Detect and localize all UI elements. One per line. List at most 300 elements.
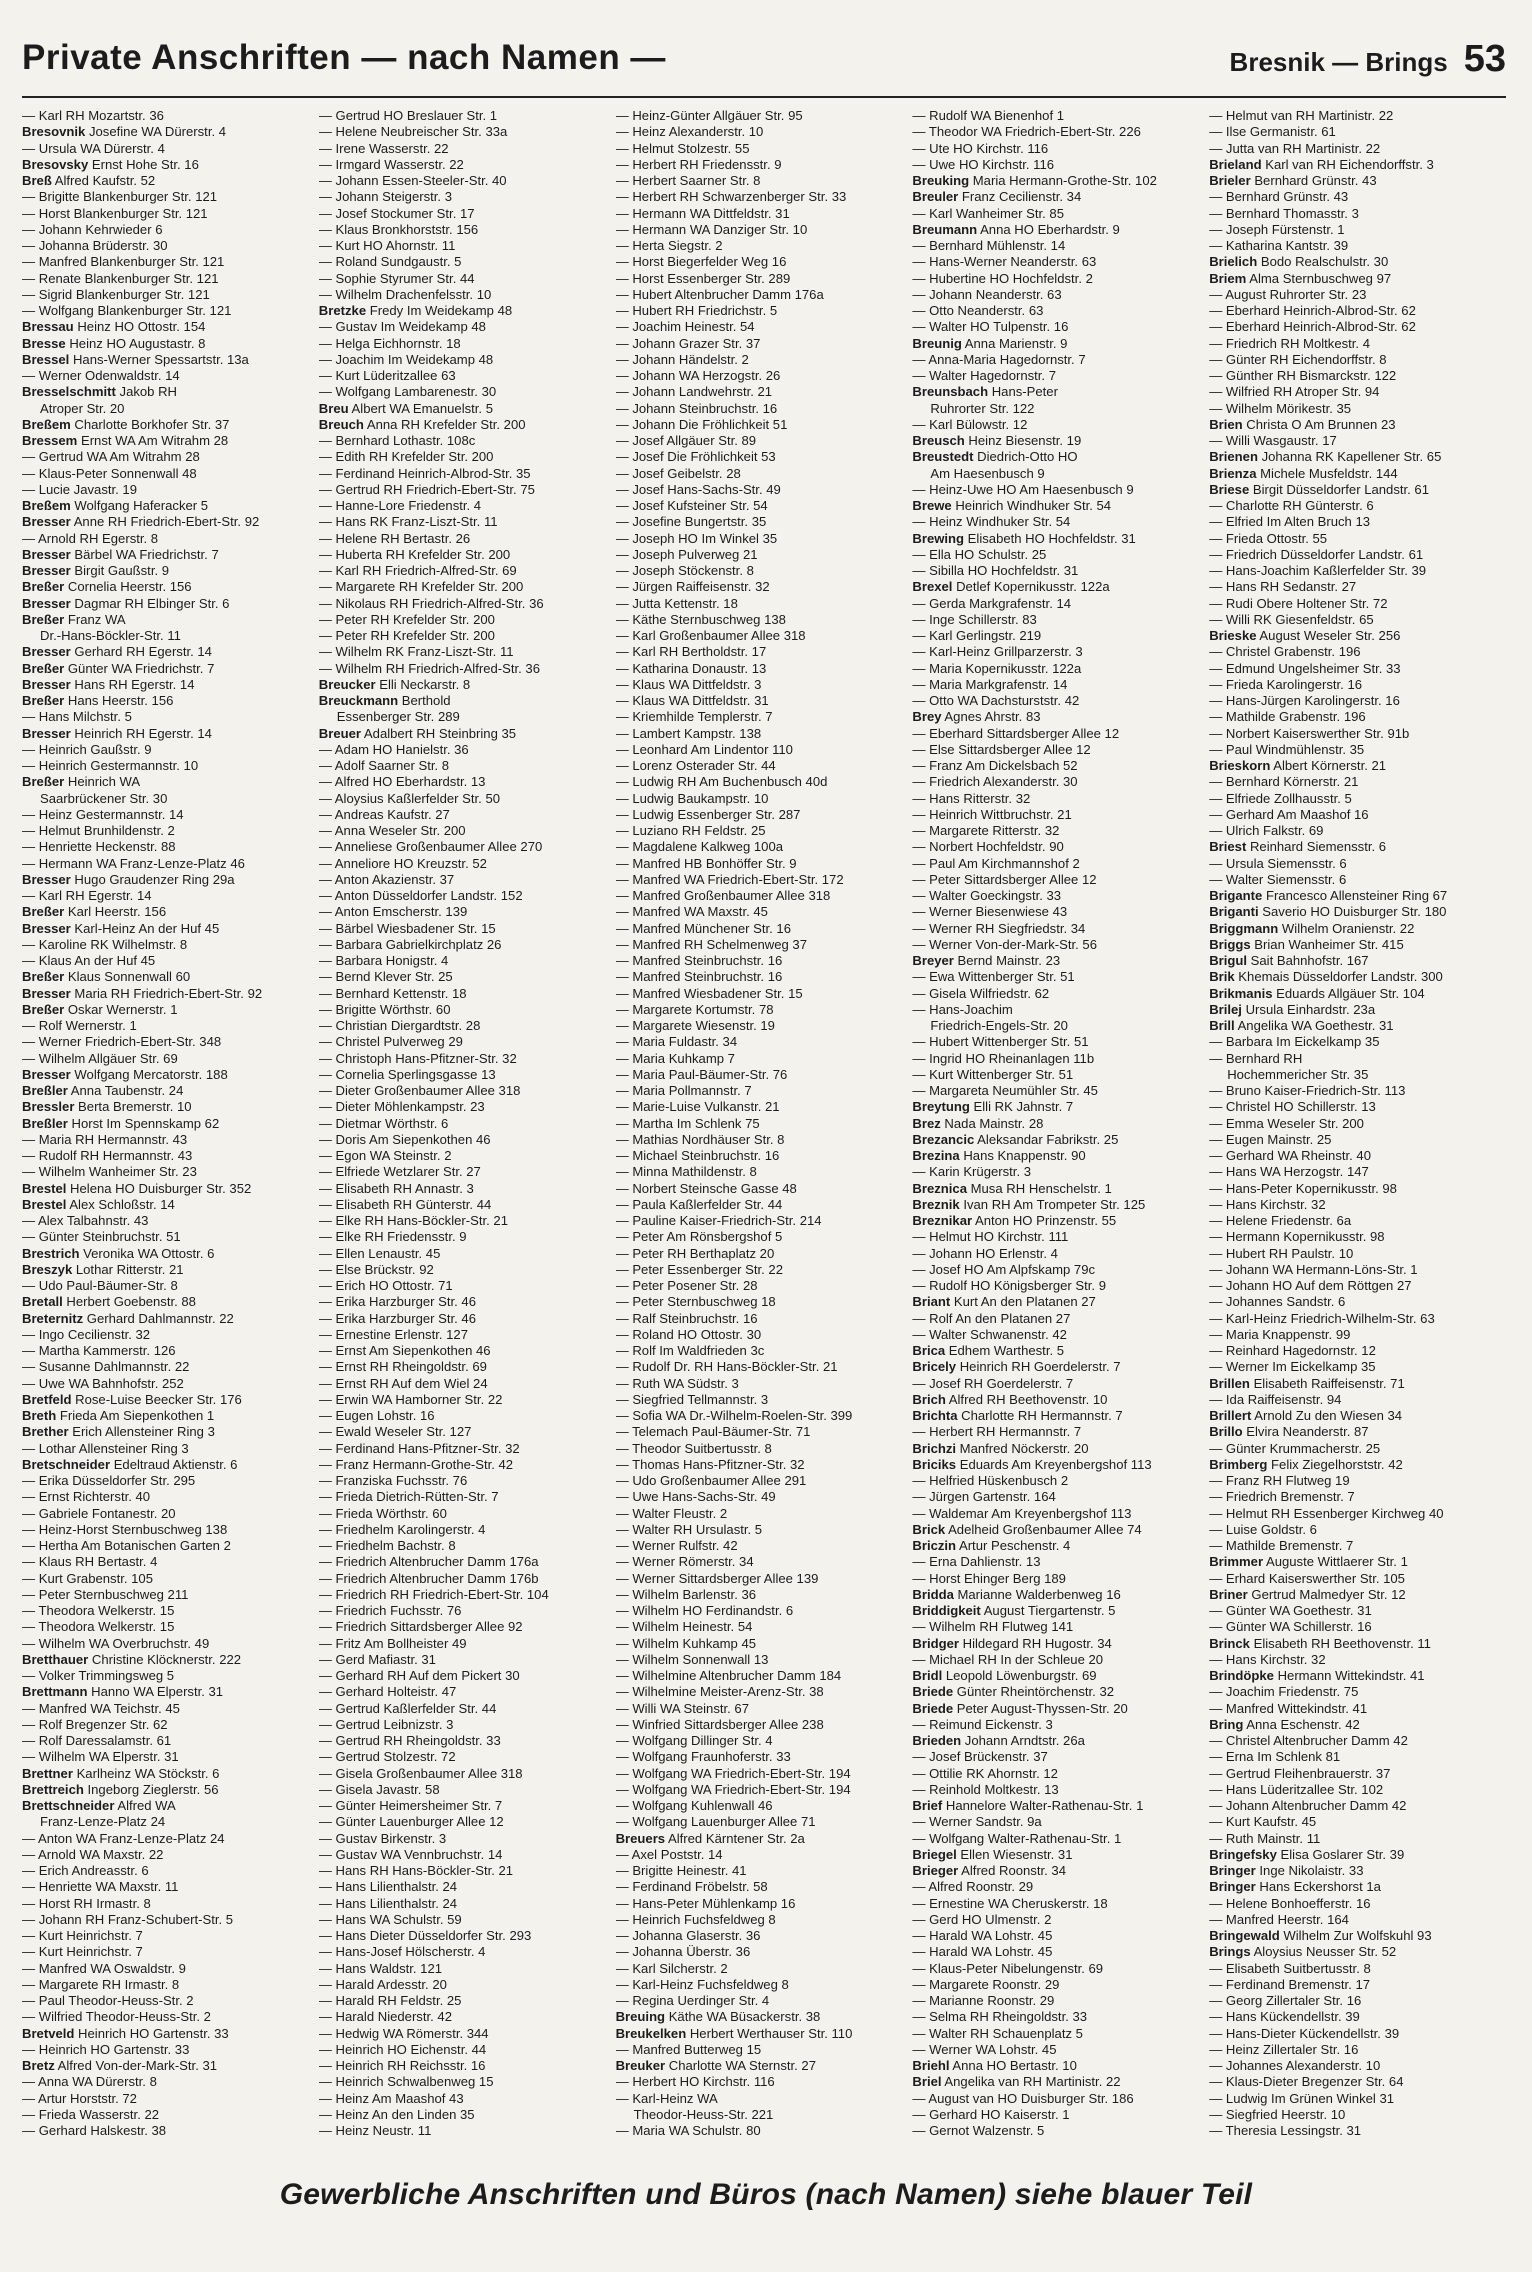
directory-entry: — Norbert Hochfeldstr. 90 [912,839,1064,855]
directory-entry: — Franziska Fuchsstr. 76 [318,1473,468,1488]
directory-entry: — Horst Blankenburger Str. 121 [22,205,208,221]
directory-entry: — Josef Geibelstr. 28 [615,465,741,481]
directory-entry: — Heinrich RH Reichsstr. 16 [318,2058,486,2073]
surname: Bressler [22,1099,75,1115]
surname: Brillen [1209,1375,1250,1391]
surname: Breuking [912,173,970,188]
directory-entry: — Margarete Ritterstr. 32 [912,823,1060,838]
surname: Breßer [22,579,65,595]
directory-entry: Bressler Berta Bremerstr. 10 [22,1099,192,1115]
directory-entry: — Artur Horststr. 72 [22,2090,137,2106]
directory-entry: — Kurt Lüderitzallee 63 [318,368,456,383]
directory-entry: — Walter RH Ursulastr. 5 [615,1521,763,1537]
directory-entry: — Gertrud RH Friedrich-Ebert-Str. 75 [318,481,535,497]
directory-entry: — Brigitte Wörthstr. 60 [318,1001,451,1017]
directory-entry: — Wilhelm Kuhkamp 45 [615,1635,757,1651]
directory-entry: — Egon WA Steinstr. 2 [318,1148,452,1163]
directory-entry: — Gisela Wilfriedstr. 62 [912,985,1050,1001]
directory-entry: — Hans RK Franz-Liszt-Str. 11 [318,514,498,530]
directory-entry: Briehl Anna HO Bertastr. 10 [912,2058,1077,2073]
directory-entry: — Bernd Klever Str. 25 [318,969,453,985]
directory-entry: — Paula Kaßlerfelder Str. 44 [615,1196,783,1212]
directory-entry: — Johann Kehrwieder 6 [22,221,163,237]
directory-entry: — Manfred WA Maxstr. 45 [615,904,768,920]
directory-entry: — Wilhelm RH Friedrich-Alfred-Str. 36 [318,660,540,676]
surname: Brings [1209,1944,1251,1960]
directory-entry: — Lucie Javastr. 19 [22,481,137,497]
directory-entry: — Bernhard Körnerstr. 21 [1209,774,1359,790]
directory-entry: — Eugen Lohstr. 16 [318,1408,435,1423]
directory-entry: — Eberhard Sittardsberger Allee 12 [912,725,1120,741]
directory-entry: — Wolfgang Fraunhoferstr. 33 [615,1749,791,1765]
surname: Briddigkeit [912,1603,981,1618]
surname: Brik [1209,969,1235,985]
directory-entry: Breuckmann Berthold [318,693,451,708]
directory-entry: Briggs Brian Wanheimer Str. 415 [1209,936,1404,952]
directory-entry: Breunig Anna Marienstr. 9 [912,335,1068,351]
directory-entry: — Harald WA Lohstr. 45 [912,1944,1053,1960]
directory-entry: Breukelken Herbert Werthauser Str. 110 [615,2025,853,2041]
directory-entry: — Hans WA Schulstr. 59 [318,1911,462,1927]
directory-entry: — Gisela Großenbaumer Allee 318 [318,1765,523,1781]
directory-entry: — Hedwig WA Römerstr. 344 [318,2025,489,2041]
directory-entry: Bringer Hans Eckershorst 1a [1209,1879,1381,1895]
directory-entry: — Anton Düsseldorfer Landstr. 152 [318,888,523,903]
directory-entry: — Rudi Obere Holtener Str. 72 [1209,595,1388,611]
directory-entry: — Günter WA Goethestr. 31 [1209,1603,1372,1618]
directory-entry: — Heinz Alexanderstr. 10 [615,124,764,140]
directory-entry: — Heinrich Schwalbenweg 15 [318,2074,494,2090]
directory-entry: — Karl-Heinz Grillparzerstr. 3 [912,644,1083,660]
directory-entry: — Werner Friedrich-Ebert-Str. 348 [22,1034,222,1050]
directory-entry: Bresser Birgit Gaußstr. 9 [22,563,170,578]
directory-entry: — Ewald Weseler Str. 127 [318,1424,472,1440]
surname: Brieske [1209,628,1257,643]
surname: Bresser [22,1066,71,1082]
directory-entry: Brich Alfred RH Beethovenstr. 10 [912,1391,1108,1407]
directory-entry: Bresovnik Josefine WA Dürerstr. 4 [22,124,227,140]
directory-entry: Brestel Helena HO Duisburger Str. 352 [22,1180,252,1196]
directory-entry: — Josefine Bungertstr. 35 [615,514,767,530]
surname: Brienza [1209,465,1257,481]
directory-entry: — Wolfgang Lauenburger Allee 71 [615,1814,816,1830]
directory-entry: — Siegfried Tellmannstr. 3 [615,1391,769,1407]
surname: Brien [1209,416,1243,432]
directory-entry: — Hans Milchstr. 5 [22,709,132,725]
directory-entry: — Henriette Heckenstr. 88 [22,839,176,855]
directory-entry: — Michael Steinbruchstr. 16 [615,1148,780,1163]
directory-entry: — Werner Römerstr. 34 [615,1554,754,1570]
directory-entry: — Rudolf WA Bienenhof 1 [912,108,1065,123]
surname: Brief [912,1798,943,1813]
surname: Bridl [912,1668,943,1683]
directory-entry: — Maria RH Hermannstr. 43 [22,1131,188,1147]
directory-entry: — Werner Rulfstr. 42 [615,1538,738,1553]
directory-entry: — Josef Die Fröhlichkeit 53 [615,449,776,465]
directory-entry: — Maria Kuhkamp 7 [615,1050,735,1066]
directory-entry: — Rolf Bregenzer Str. 62 [22,1716,168,1732]
surname: Bresovsky [22,156,89,172]
surname: Brichta [912,1408,958,1423]
directory-entry: — Sibilla HO Hochfeldstr. 31 [912,563,1079,578]
directory-entry: Breznica Musa RH Henschelstr. 1 [912,1180,1112,1196]
directory-entry: — Ruth WA Südstr. 3 [615,1375,739,1391]
directory-entry: Breßler Anna Taubenstr. 24 [22,1083,184,1098]
surname: Breßler [22,1115,68,1131]
directory-entry: — Manfred WA Teichstr. 45 [22,1700,180,1716]
directory-entry: — Karl Großenbaumer Allee 318 [615,628,806,643]
directory-entry: — Klaus-Dieter Bregenzer Str. 64 [1209,2074,1404,2090]
header-right [1230,38,1506,81]
surname: Bringefsky [1209,1846,1277,1862]
directory-entry: — Johannes Alexanderstr. 10 [1209,2058,1381,2073]
directory-entry: — Heinrich HO Eichenstr. 44 [318,2041,487,2057]
directory-entry: — Elfriede Wetzlarer Str. 27 [318,1164,481,1180]
surname: Breßer [22,1001,65,1017]
directory-entry: Brief Hannelore Walter-Rathenau-Str. 1 [912,1798,1144,1813]
directory-entry: — Wilfried RH Atroper Str. 94 [1209,384,1380,400]
directory-entry: — Werner RH Siegfriedstr. 34 [912,920,1086,936]
surname: Brinck [1209,1635,1250,1651]
directory-entry: — Käthe Sternbuschweg 138 [615,611,786,627]
directory-entry: — Klaus-Peter Nibelungenstr. 69 [912,1960,1104,1976]
directory-entry: Breunsbach Hans-Peter [912,384,1058,400]
directory-entry: — Heinz-Günter Allgäuer Str. 95 [615,108,803,123]
directory-entry: — Werner WA Lohstr. 45 [912,2041,1057,2057]
surname: Briel [912,2074,942,2090]
directory-entry: — Horst Biegerfelder Weg 16 [615,254,787,270]
directory-entry: — Josef Allgäuer Str. 89 [615,433,757,448]
directory-entry: Bricely Heinrich RH Goerdelerstr. 7 [912,1359,1121,1375]
surname: Breuer [318,725,362,741]
directory-entry: — Erna Dahlienstr. 13 [912,1554,1041,1570]
surname: Breth [22,1408,57,1423]
directory-entry: Brica Edhem Warthestr. 5 [912,1343,1065,1358]
directory-entry: Breuker Charlotte WA Sternstr. 27 [615,2058,816,2073]
directory-entry: — Henriette WA Maxstr. 11 [22,1879,179,1895]
directory-entry: Breßler Horst Im Spennskamp 62 [22,1115,220,1131]
directory-entry: Briegel Ellen Wiesenstr. 31 [912,1846,1073,1862]
directory-entry: — Peter RH Krefelder Str. 200 [318,628,495,643]
directory-entry: — Ottilie RK Ahornstr. 12 [912,1765,1058,1781]
surname: Brich [912,1391,946,1407]
directory-entry: — Peter RH Berthaplatz 20 [615,1245,775,1261]
directory-entry: Bresser Hans RH Egerstr. 14 [22,676,195,692]
directory-entry: Bresser Karl-Heinz An der Huf 45 [22,920,220,936]
directory-entry: Brewing Elisabeth HO Hochfeldstr. 31 [912,530,1136,546]
directory-entry: Friedrich-Engels-Str. 20 [930,1018,1068,1033]
directory-entry: — Harald Ardesstr. 20 [318,1976,447,1992]
surname: Breuker [615,2058,666,2073]
directory-entry: — Ursula Siemensstr. 6 [1209,855,1347,871]
surname: Breytung [912,1099,970,1115]
directory-entry: — Anneliore HO Kreuzstr. 52 [318,855,487,871]
directory-entry: Brezina Hans Knappenstr. 90 [912,1148,1086,1163]
footer-note: Gewerbliche Anschriften und Büros (nach Namen) siehe blauer Teil [279,2178,1253,2211]
directory-entry: — Marianne Roonstr. 29 [912,1993,1055,2008]
directory-entry: — Johannes Sandstr. 6 [1209,1294,1346,1310]
surname: Bretzke [318,303,367,318]
directory-entry: — Klaus WA Dittfeldstr. 31 [615,693,769,708]
directory-entry: — Frieda Karolingerstr. 16 [1209,676,1363,692]
directory-entry: — Heinrich Fuchsfeldweg 8 [615,1911,776,1927]
directory-entry: Brettmann Hanno WA Elperstr. 31 [22,1684,224,1700]
directory-entry: — Johann Altenbrucher Damm 42 [1209,1798,1407,1813]
directory-entry: Bressel Hans-Werner Spessartstr. 13a [22,351,249,367]
directory-entry: — Wolfgang Dillinger Str. 4 [615,1733,773,1748]
directory-entry: — Werner Odenwaldstr. 14 [22,368,180,383]
directory-entry: — Hans-Peter Kopernikusstr. 98 [1209,1180,1397,1196]
surname: Brestel [22,1196,67,1212]
surname: Brettreich [22,1781,84,1797]
directory-entry: — Hubert RH Paulstr. 10 [1209,1245,1354,1261]
directory-entry: — Gerda Markgrafenstr. 14 [912,595,1072,611]
directory-entry: — Ingo Cecilienstr. 32 [22,1326,151,1342]
directory-entry: — Ludwig Im Grünen Winkel 31 [1209,2090,1395,2106]
directory-entry: Briel Angelika van RH Martinistr. 22 [912,2074,1121,2090]
surname: Brestrich [22,1245,80,1261]
directory-entry: — Hubert Altenbrucher Damm 176a [615,286,824,302]
directory-entry: Brienen Johanna RK Kapellener Str. 65 [1209,449,1442,465]
surname: Breßem [22,416,71,432]
directory-entry: Bresovsky Ernst Hohe Str. 16 [22,156,199,172]
page-range: Bresnik — Brings [1229,47,1448,77]
directory-entry: — Susanne Dahlmannstr. 22 [22,1359,190,1375]
directory-entry: — Kurt Heinrichstr. 7 [22,1928,143,1943]
surname: Briant [912,1294,951,1310]
directory-entry: — Roland HO Ottostr. 30 [615,1326,762,1342]
directory-entry: — Karl Gerlingstr. 219 [912,628,1042,643]
directory-entry: — Heinrich Wittbruchstr. 21 [912,806,1072,822]
directory-entry: — Heinz Windhuker Str. 54 [912,514,1071,530]
directory-entry: Brieland Karl van RH Eichendorffstr. 3 [1209,156,1434,172]
directory-entry: — Adam HO Hanielstr. 36 [318,741,469,757]
directory-entry: — Manfred RH Schelmenweg 37 [615,936,807,952]
directory-entry: — Franz RH Flutweg 19 [1209,1473,1350,1488]
directory-entry: — Maria Fuldastr. 34 [615,1034,738,1050]
directory-entry: — Wilhelm Mörikestr. 35 [1209,400,1352,416]
directory-entry: — Volker Trimmingsweg 5 [22,1668,175,1683]
directory-entry: — Franz Hermann-Grothe-Str. 42 [318,1456,514,1472]
directory-entry: — Gustav WA Vennbruchstr. 14 [318,1846,503,1862]
directory-entry: — Karin Krügerstr. 3 [912,1164,1032,1180]
directory-entry: Breuing Käthe WA Büsackerstr. 38 [615,2009,821,2025]
surname: Bresser [22,644,71,660]
directory-entry: — Günter RH Eichendorffstr. 8 [1209,351,1387,367]
surname: Brillert [1209,1408,1252,1423]
directory-entry: — Manfred Blankenburger Str. 121 [22,254,225,270]
directory-entry: — Kurt Wittenberger Str. 51 [912,1066,1074,1082]
directory-entry: — Eberhard Heinrich-Albrod-Str. 62 [1209,319,1416,335]
directory-entry: — Peter Posener Str. 28 [615,1278,758,1293]
directory-entry: — Karl RH Mozartstr. 36 [22,108,164,123]
directory-entry: — Thomas Hans-Pfitzner-Str. 32 [615,1456,805,1472]
directory-entry: — Werner Biesenwiese 43 [912,904,1068,920]
directory-entry: — Christel Grabenstr. 196 [1209,644,1361,660]
directory-entry: Atroper Str. 20 [40,400,125,416]
surname: Bresselschmitt [22,384,116,400]
directory-entry: — Frieda Ottostr. 55 [1209,530,1328,546]
directory-entry: — Gertrud Leibnizstr. 3 [318,1716,454,1732]
directory-entry: Brillen Elisabeth Raiffeisenstr. 71 [1209,1375,1405,1391]
directory-entry: — Walter Schwanenstr. 42 [912,1326,1067,1342]
directory-entry: — Karl-Heinz Friedrich-Wilhelm-Str. 63 [1209,1310,1435,1326]
directory-entry: — Herbert HO Kirchstr. 116 [615,2074,775,2090]
directory-entry: — Otto WA Dachsturststr. 42 [912,693,1080,708]
directory-entry: Brexel Detlef Kopernikusstr. 122a [912,579,1110,595]
directory-entry: — Mathias Nordhäuser Str. 8 [615,1131,785,1147]
directory-entry: — Johann Landwehrstr. 21 [615,384,773,400]
directory-entry: — Wolfgang Walter-Rathenau-Str. 1 [912,1830,1122,1846]
directory-entry: — Helene Bonhoefferstr. 16 [1209,1895,1371,1911]
directory-entry: — Helmut RH Essenberger Kirchweg 40 [1209,1505,1444,1521]
directory-column-4 [912,108,1209,2158]
directory-entry: — Herbert Saarner Str. 8 [615,173,761,188]
surname: Bring [1209,1716,1244,1732]
directory-entry: — Johann Steigerstr. 3 [318,189,452,205]
directory-entry: — Wolfgang Blankenburger Str. 121 [22,303,232,318]
directory-entry: Brewe Heinrich Windhuker Str. 54 [912,498,1112,513]
directory-entry: — Ferdinand Heinrich-Albrod-Str. 35 [318,465,531,481]
directory-entry: — Dieter Möhlenkampstr. 23 [318,1099,485,1115]
directory-entry: — Karl Silcherstr. 2 [615,1960,728,1976]
directory-entry: Bresser Anne RH Friedrich-Ebert-Str. 92 [22,514,260,530]
directory-entry: Brinck Elisabeth RH Beethovenstr. 11 [1209,1635,1431,1651]
directory-entry: Breuers Alfred Kärntener Str. 2a [615,1830,805,1846]
directory-entry: — Manfred Heerstr. 164 [1209,1911,1349,1927]
directory-entry: — Jutta van RH Martinistr. 22 [1209,140,1381,156]
directory-entry: — Hermann Kopernikusstr. 98 [1209,1229,1385,1245]
directory-entry: — Aloysius Kaßlerfelder Str. 50 [318,790,501,806]
directory-entry: — Walter RH Schauenplatz 5 [912,2025,1083,2041]
directory-entry: — Elisabeth RH Günterstr. 44 [318,1196,492,1212]
directory-entry: Bresselschmitt Jakob RH [22,384,178,400]
directory-entry: — Dietmar Wörthstr. 6 [318,1115,449,1131]
directory-entry: — Sophie Styrumer Str. 44 [318,270,475,286]
directory-entry: — Joachim Heinestr. 54 [615,319,755,335]
directory-entry: Breßer Karl Heerstr. 156 [22,904,167,920]
directory-entry: — Peter Am Rönsbergshof 5 [615,1229,783,1245]
directory-entry: Brey Agnes Ahrstr. 83 [912,709,1041,725]
directory-entry: — Marie-Luise Vulkanstr. 21 [615,1099,780,1115]
directory-entry: — Frieda Wörthstr. 60 [318,1505,447,1521]
surname: Brewe [912,498,952,513]
directory-entry: — Andreas Kaufstr. 27 [318,806,450,822]
surname: Breuch [318,416,364,432]
directory-entry: — Elfried Im Alten Bruch 13 [1209,514,1371,530]
directory-entry: — August van HO Duisburger Str. 186 [912,2090,1134,2106]
directory-entry: Briede Peter August-Thyssen-Str. 20 [912,1700,1128,1716]
surname: Breumann [912,221,978,237]
directory-entry: — Wilhelm RK Franz-Liszt-Str. 11 [318,644,514,660]
surname: Breßer [22,774,65,790]
directory-entry: — Gustav Im Weidekamp 48 [318,319,486,335]
directory-entry: — Wilhelm Heinestr. 54 [615,1619,753,1635]
directory-entry: — Johann WA Hermann-Löns-Str. 1 [1209,1261,1418,1277]
directory-entry: — Ursula WA Dürerstr. 4 [22,140,165,156]
directory-entry: — Elisabeth RH Annastr. 3 [318,1180,474,1196]
surname: Briggs [1209,936,1251,952]
directory-entry: — Karl RH Friedrich-Alfred-Str. 69 [318,563,517,578]
directory-entry: — Maria Kopernikusstr. 122a [912,660,1082,676]
directory-entry: — Manfred Wittekindstr. 41 [1209,1700,1368,1716]
surname: Brieland [1209,156,1262,172]
surname: Bresser [22,920,71,936]
directory-entry: Bressau Heinz HO Ottostr. 154 [22,319,206,335]
surname: Bresser [22,595,71,611]
directory-entry: — Gerhard Am Maashof 16 [1209,806,1369,822]
directory-entry: — Hans Kückendellstr. 39 [1209,2009,1360,2025]
directory-entry: — Wilhelmine Altenbrucher Damm 184 [615,1668,842,1683]
directory-entry: — Otto Neanderstr. 63 [912,303,1044,318]
directory-entry: — Johann Essen-Steeler-Str. 40 [318,173,507,188]
directory-entry: Breßem Charlotte Borkhofer Str. 37 [22,416,230,432]
directory-entry: — Günter WA Schillerstr. 16 [1209,1619,1372,1635]
directory-entry: — Friedrich Altenbrucher Damm 176b [318,1570,539,1586]
directory-entry: — Horst RH Irmastr. 8 [22,1895,151,1911]
directory-entry: — Johann Steinbruchstr. 16 [615,400,778,416]
directory-entry: — Wilhelm HO Ferdinandstr. 6 [615,1603,794,1618]
directory-entry: — Uwe HO Kirchstr. 116 [912,156,1055,172]
directory-entry: Breßer Klaus Sonnenwall 60 [22,969,191,985]
directory-entry: — Johann HO Auf dem Röttgen 27 [1209,1278,1412,1293]
directory-entry: — Axel Poststr. 14 [615,1846,723,1862]
directory-entry: — Udo Paul-Bäumer-Str. 8 [22,1278,178,1293]
directory-entry: — Lorenz Osterader Str. 44 [615,758,776,773]
surname: Bresser [22,871,71,887]
surname: Brielich [1209,254,1258,270]
surname: Briciks [912,1456,957,1472]
directory-entry: — Georg Zillertaler Str. 16 [1209,1993,1362,2008]
directory-entry: — Joseph Stöckenstr. 8 [615,563,754,578]
directory-entry: Brilej Ursula Einhardstr. 23a [1209,1001,1376,1017]
directory-entry: — Waldemar Am Kreyenbergshof 113 [912,1505,1132,1521]
directory-entry: — Brigitte Heinestr. 41 [615,1863,747,1878]
surname: Breßer [22,693,65,708]
directory-entry: — Winfried Sittardsberger Allee 238 [615,1716,824,1732]
directory-entry: — Joseph HO Im Winkel 35 [615,530,778,546]
directory-entry: — Reimund Eickenstr. 3 [912,1716,1053,1732]
directory-entry: Breznik Ivan RH Am Trompeter Str. 125 [912,1196,1146,1212]
directory-entry: — Theresia Lessingstr. 31 [1209,2123,1362,2138]
directory-entry: Breuking Maria Hermann-Grothe-Str. 102 [912,173,1157,188]
directory-entry: Breumann Anna HO Eberhardstr. 9 [912,221,1120,237]
surname: Bretfeld [22,1391,72,1407]
surname: Breßer [22,904,65,920]
directory-entry: — Hans-Josef Hölscherstr. 4 [318,1944,486,1960]
directory-entry: — Margarete Kortumstr. 78 [615,1001,774,1017]
directory-entry: — Christel Altenbrucher Damm 42 [1209,1733,1408,1748]
directory-entry: — Johann Die Fröhlichkeit 51 [615,416,788,432]
directory-entry: — Willi WA Steinstr. 67 [615,1700,749,1716]
directory-entry: — Klaus-Peter Sonnenwall 48 [22,465,197,481]
directory-entry: — Anton Akazienstr. 37 [318,871,455,887]
directory-entry: — Johann RH Franz-Schubert-Str. 5 [22,1911,234,1927]
surname: Breusch [912,433,965,448]
surname: Brilej [1209,1001,1242,1017]
directory-entry: — Heinz Am Maashof 43 [318,2090,464,2106]
directory-entry: — August Ruhrorter Str. 23 [1209,286,1367,302]
directory-entry: — Adolf Saarner Str. 8 [318,758,450,773]
directory-entry: — Hans RH Hans-Böckler-Str. 21 [318,1863,514,1878]
directory-entry: — Elisabeth Suitbertusstr. 8 [1209,1960,1371,1976]
directory-entry: — Heinz Zillertaler Str. 16 [1209,2041,1359,2057]
directory-entry: — Christel Pulverweg 29 [318,1034,463,1050]
directory-entry: — Hubertine HO Hochfeldstr. 2 [912,270,1093,286]
surname: Bringer [1209,1879,1256,1895]
directory-entry: — Wilhelm Sonnenwall 13 [615,1651,769,1667]
directory-entry: — Manfred Wiesbadener Str. 15 [615,985,803,1001]
